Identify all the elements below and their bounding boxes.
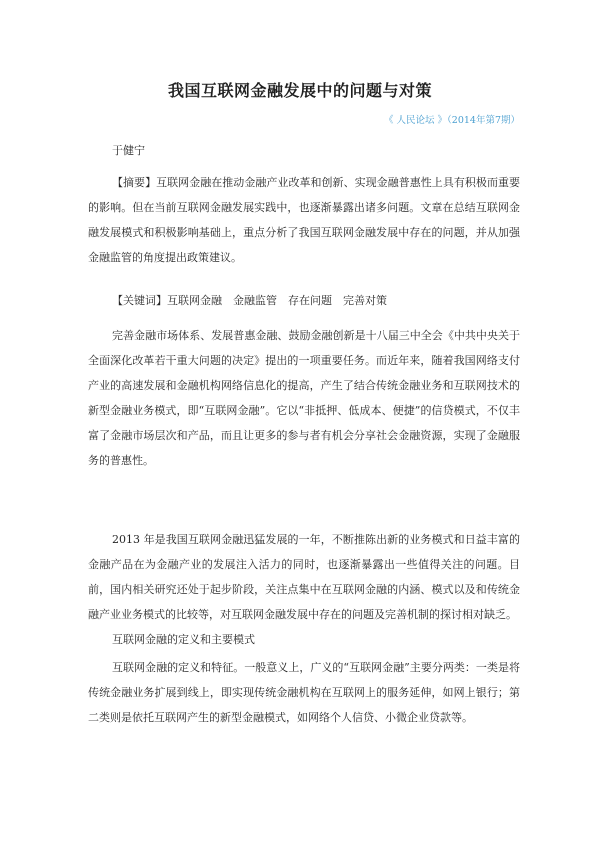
abstract-paragraph: 【摘要】互联网金融在推动金融产业改革和创新、实现金融普惠性上具有积极而重要的影响。但在当前互联网金融发展实践中，也逐渐暴露出诸多问题。文章在总结互联网金融发展模式和积极影响基础上，重点分析了我国互联网金融发展中存在的问题，并从加强金融监管的角度提出政策建议。: [88, 176, 520, 264]
body-paragraph-2: 2013 年是我国互联网金融迅猛发展的一年，不断推陈出新的业务模式和日益丰富的金融产品在为金融产业的发展注入活力的同时，也逐渐暴露出一些值得关注的问题。目前，国内相关研究还处于起步阶段，关注点集中在互联网金融的内涵、模式以及和传统金融产业业务模式的比较等，对互联网金融发展中存在的问题及完善机制的探讨相对缺乏。: [88, 533, 520, 621]
document-title: 我国互联网金融发展中的问题与对策: [167, 81, 432, 100]
publication-source: 《 人民论坛 》（2014年第7期）: [383, 115, 520, 126]
section-heading: 互联网金融的定义和主要模式: [112, 633, 255, 646]
section-paragraph: 互联网金融的定义和特征。一般意义上，广义的“互联网金融”主要分两类：一类是将传统金融业务扩展到线上，即实现传统金融机构在互联网上的服务延伸，如网上银行；第二类则是依托互联网产生的新型金融模式，如网络个人信贷、小微企业贷款等。: [88, 661, 520, 724]
author-name: 于健宁: [112, 144, 145, 157]
keywords-line: 【关键词】互联网金融 金融监管 存在问题 完善对策: [112, 294, 387, 307]
body-paragraph-1: 完善金融市场体系、发展普惠金融、鼓励金融创新是十八届三中全会《中共中央关于全面深化改革若干重大问题的决定》提出的一项重要任务。而近年来，随着我国网络支付产业的高速发展和金融机构网络信息化的提高，产生了结合传统金融业务和互联网技术的新型金融业务模式，即“互联网金融”。它以“非抵押、低成本、便捷”的信贷模式，不仅丰富了金融市场层次和产品，而且让更多的参与者有机会分享社会金融资源，实现了金融服务的普惠性。: [88, 329, 520, 467]
